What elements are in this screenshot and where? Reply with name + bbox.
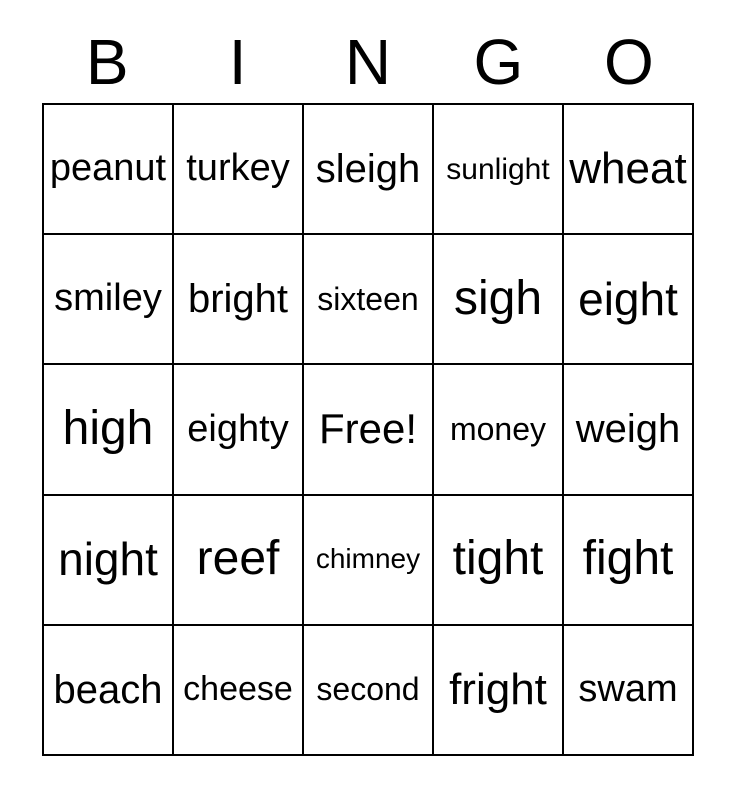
bingo-cell-r3c5[interactable] — [564, 365, 692, 493]
bingo-grid — [42, 103, 694, 756]
bingo-cell-r3c1[interactable] — [44, 365, 172, 493]
bingo-letter-b: B — [85, 26, 129, 98]
cell-word: fright — [449, 664, 547, 714]
cell-word: weigh — [575, 407, 681, 452]
bingo-cell-r2c5[interactable] — [564, 235, 692, 363]
cell-word: sleigh — [315, 147, 421, 192]
cell-word: swam — [578, 667, 678, 710]
free-space-cell[interactable] — [304, 365, 432, 493]
cell-word: fight — [582, 532, 674, 586]
bingo-letter-n: N — [344, 26, 392, 98]
cell-word: beach — [53, 667, 163, 712]
bingo-cell-r5c2[interactable] — [174, 626, 302, 754]
cell-word: wheat — [569, 143, 687, 193]
bingo-cell-r4c4[interactable] — [434, 496, 562, 624]
bingo-cell-r5c5[interactable] — [564, 626, 692, 754]
bingo-cell-r2c3[interactable] — [304, 235, 432, 363]
cell-word: turkey — [186, 147, 290, 190]
cell-word: cheese — [183, 670, 293, 709]
bingo-letter-i: I — [228, 26, 247, 98]
cell-word: chimney — [315, 543, 421, 575]
cell-word: reef — [196, 532, 280, 586]
bingo-cell-r5c1[interactable] — [44, 626, 172, 754]
bingo-cell-r2c2[interactable] — [174, 235, 302, 363]
bingo-cell-r4c1[interactable] — [44, 496, 172, 624]
bingo-cell-r2c4[interactable] — [434, 235, 562, 363]
bingo-cell-r5c4[interactable] — [434, 626, 562, 754]
bingo-cell-r1c1[interactable] — [44, 105, 172, 233]
bingo-cell-r1c5[interactable] — [564, 105, 692, 233]
bingo-letter-g: G — [473, 26, 524, 98]
bingo-cell-r3c4[interactable] — [434, 365, 562, 493]
cell-word: night — [58, 533, 158, 586]
cell-word: peanut — [49, 147, 167, 190]
bingo-title — [42, 28, 694, 96]
bingo-cell-r5c3[interactable] — [304, 626, 432, 754]
bingo-cell-r1c4[interactable] — [434, 105, 562, 233]
cell-word: sunlight — [446, 152, 550, 186]
cell-word: Free! — [318, 405, 418, 453]
cell-word: eighty — [187, 407, 289, 450]
bingo-cell-r4c2[interactable] — [174, 496, 302, 624]
bingo-cell-r4c5[interactable] — [564, 496, 692, 624]
cell-word: second — [316, 671, 420, 708]
bingo-cell-r4c3[interactable] — [304, 496, 432, 624]
cell-word: tight — [452, 532, 544, 586]
cell-word: high — [62, 402, 154, 456]
cell-word: bright — [187, 277, 289, 322]
bingo-cell-r1c3[interactable] — [304, 105, 432, 233]
cell-word: money — [449, 410, 547, 447]
bingo-cell-r1c2[interactable] — [174, 105, 302, 233]
bingo-cell-r2c1[interactable] — [44, 235, 172, 363]
cell-word: sigh — [453, 271, 543, 325]
cell-word: sixteen — [317, 280, 419, 317]
bingo-cell-r3c2[interactable] — [174, 365, 302, 493]
bingo-letter-o: O — [603, 26, 654, 98]
cell-word: eight — [578, 272, 678, 325]
cell-word: smiley — [54, 277, 162, 320]
